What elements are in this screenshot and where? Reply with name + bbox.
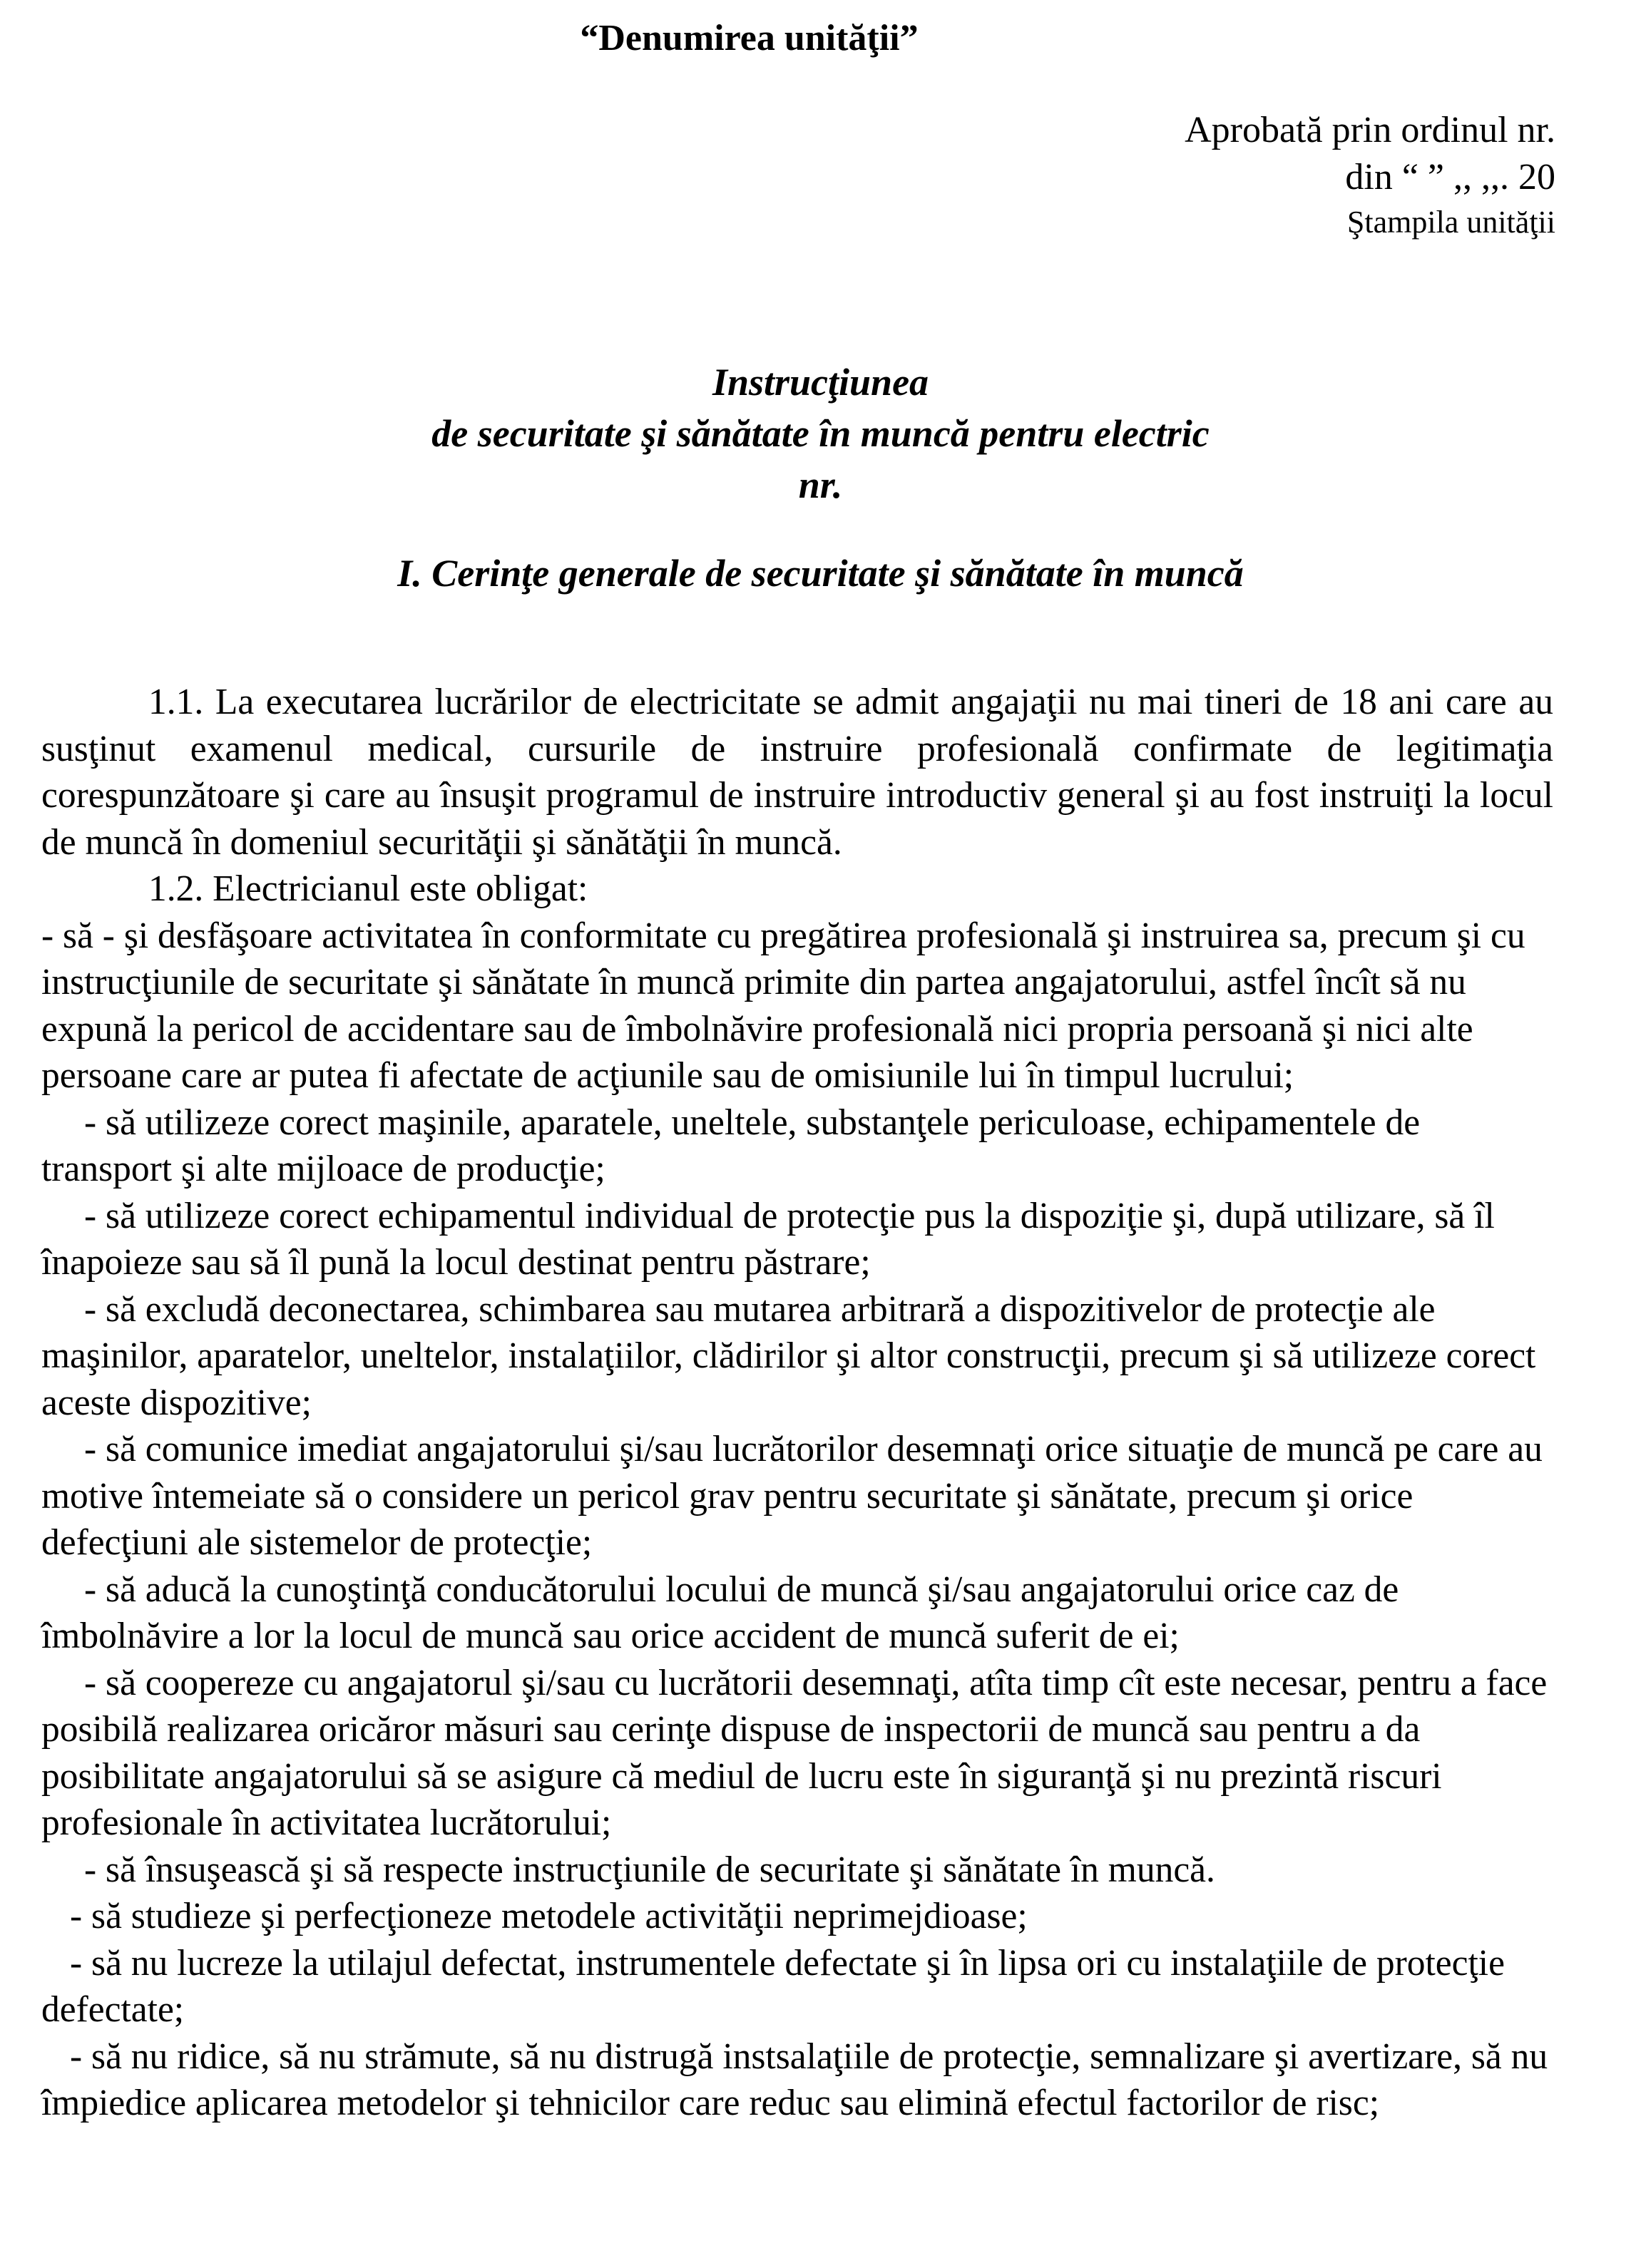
title-line-3: nr. [798,463,843,506]
obligation-item: - să studieze şi perfecţioneze metodele activităţii neprimejdioase; [70,1896,1028,1936]
unit-stamp-label: Ştampila unităţii [1346,205,1555,240]
obligation-item: - să - şi desfăşoare activitatea în conformitate cu pregătirea profesională şi instruirea sa, precum şi cu instrucţiunile de securitate şi sănătate în muncă primite din partea angajatorului, astfel încît să nu expună la pericol de accidentare sau de îmbolnăvire profesională nici propria persoană şi nici alte persoane care ar putea fi afectate de acţiunile sau de omisiunile lui în timpul lucrului; [41,915,1525,1096]
obligation-item: - să nu lucreze la utilajul defectat, instrumentele defectate şi în lipsa ori cu instalaţiile de protecţie defectate; [41,1942,1505,2030]
approval-date-line: din “ ” ,, ,,. 20 [1345,157,1555,197]
approval-order-line: Aprobată prin ordinul nr. [1185,110,1555,150]
obligation-item: - să utilizeze corect echipamentul individual de protecţie pus la dispoziţie şi, după utilizare, să îl înapoieze sau să îl pună la locul destinat pentru păstrare; [41,1195,1495,1283]
approval-block [1185,107,1555,244]
obligation-item: - să însuşească şi să respecte instrucţiunile de securitate şi sănătate în muncă. [84,1849,1215,1890]
obligation-item: - să comunice imediat angajatorului şi/sau lucrătorilor desemnaţi orice situaţie de muncă pe care au motive întemeiate să o considere un pericol grav pentru securitate şi sănătate, precum şi orice defecţiuni ale sistemelor de protecţie; [41,1429,1543,1563]
paragraph-1-2: 1.2. Electricianul este obligat: [148,868,588,909]
unit-name: “Denumirea unităţii” [580,18,919,58]
obligation-item: - să excludă deconectarea, schimbarea sau mutarea arbitrară a dispozitivelor de protecţie ale maşinilor, aparatelor, uneltelor, instalaţiilor, clădirilor şi altor construcţii, precum şi să utilizeze corect aceste dispozitive; [41,1288,1536,1423]
paragraph-1-1: 1.1. La executarea lucrărilor de electricitate se admit angajaţii nu mai tineri de 18 ani care au susţinut examenul medical, cursurile de instruire profesională confirmate de legitimaţia corespunzătoare şi care au însuşit programul de instruire introductiv general şi au fost instruiţi la locul de muncă în domeniul securităţii şi sănătăţii în muncă. [41,682,1553,863]
section-heading: I. Cerinţe generale de securitate şi sănătate în muncă [397,552,1244,595]
document-body [41,679,1553,2127]
title-line-1: Instrucţiunea [712,361,929,404]
obligation-item: - să aducă la cunoştinţă conducătorului locului de muncă şi/sau angajatorului orice caz de îmbolnăvire a lor la locul de muncă sau orice accident de muncă suferit de ei; [41,1569,1399,1656]
obligation-item: - să coopereze cu angajatorul şi/sau cu lucrătorii desemnaţi, atîta timp cît este necesar, pentru a face posibilă realizarea oricăror măsuri sau cerinţe dispuse de inspectorii de muncă sau pentru a da posibilitate angajatorului să se asigure că mediul de lucru este în siguranţă şi nu prezintă riscuri profesionale în activitatea lucrătorului; [41,1662,1548,1843]
obligation-item: - să utilizeze corect maşinile, aparatele, uneltele, substanţele periculoase, echipamentele de transport şi alte mijloace de producţie; [41,1102,1421,1189]
title-line-2: de securitate şi sănătate în muncă pentru electric [431,412,1210,455]
document-title [0,356,1641,510]
obligation-item: - să nu ridice, să nu strămute, să nu distrugă instsalaţiile de protecţie, semnalizare şi avertizare, să nu împiedice aplicarea metodelor şi tehnicilor care reduc sau elimină efectul factorilor de risc; [41,2036,1548,2123]
